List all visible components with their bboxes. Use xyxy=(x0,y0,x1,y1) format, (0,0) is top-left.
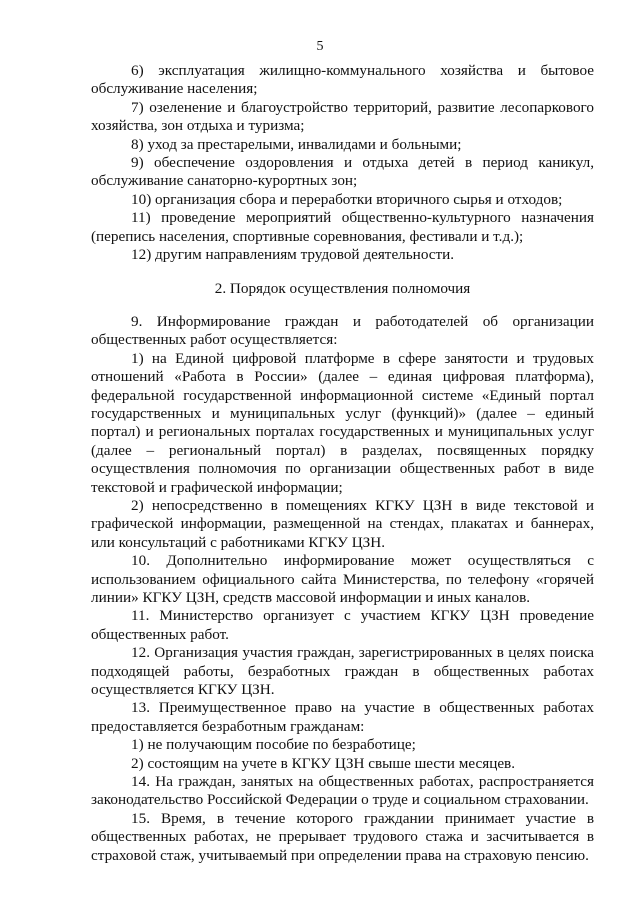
page-number: 5 xyxy=(316,39,324,54)
paragraph: 10. Дополнительно информирование может осуществляться с использованием официального сайта Министерства, по телефону «горячей линии» КГКУ ЦЗН, средств массовой информации и иных каналов. xyxy=(91,552,594,606)
section-body xyxy=(91,313,594,865)
paragraph: 2) состоящим на учете в КГКУ ЦЗН свыше шести месяцев. xyxy=(131,754,516,772)
list-item: 7) озеленение и благоустройство территорий, развитие лесопаркового хозяйства, зон отдыха и туризма; xyxy=(91,98,594,135)
paragraph: 9. Информирование граждан и работодателей об организации общественных работ осуществляется: xyxy=(91,312,594,349)
list-item: 12) другим направлениям трудовой деятельности. xyxy=(131,246,455,264)
paragraph: 14. На граждан, занятых на общественных работах, распространяется законодательство Российской Федерации о труде и социальном страховании. xyxy=(91,773,594,809)
paragraph: 12. Организация участия граждан, зарегистрированных в целях поиска подходящей работы, безработных граждан в общественных работах осуществляется КГКУ ЦЗН. xyxy=(91,644,594,698)
section-heading: 2. Порядок осуществления полномочия xyxy=(214,280,471,298)
paragraph: 2) непосредственно в помещениях КГКУ ЦЗН в виде текстовой и графической информации, размещенной на стендах, плакатах и баннерах, или консультаций с работниками КГКУ ЦЗН. xyxy=(91,496,594,551)
list-item: 10) организация сбора и переработки вторичного сырья и отходов; xyxy=(131,190,563,208)
paragraph: 1) не получающим пособие по безработице; xyxy=(131,736,416,754)
document-body xyxy=(91,62,594,865)
paragraph: 15. Время, в течение которого граждании принимает участие в общественных работах, не прерывает трудового стажа и засчитывается в страховой стаж, учитываемый при определении права на страховую пенсию. xyxy=(91,809,594,864)
list-item: 11) проведение мероприятий общественно-культурного назначения (перепись населения, спортивные соревнования, фестивали и т.д.); xyxy=(91,209,594,245)
list-continuation xyxy=(91,62,594,264)
paragraph: 11. Министерство организует с участием КГКУ ЦЗН проведение общественных работ. xyxy=(91,607,594,643)
paragraph: 1) на Единой цифровой платформе в сфере занятости и трудовых отношений «Работа в России» (далее – единая цифровая платформа), федеральной государственной информационной системе «Единый портал государственных и муниципальных услуг (функций)» (далее – единый портал) и региональных порталах государственных и муниципальных услуг (далее – региональный портал) в разделах, посвященных порядку осуществления полномочия по организации общественных работ в виде текстовой и графической информации; xyxy=(91,349,594,496)
list-item: 6) эксплуатация жилищно-коммунального хозяйства и бытовое обслуживание населения; xyxy=(91,62,594,98)
list-item: 8) уход за престарелыми, инвалидами и больными; xyxy=(131,135,462,153)
paragraph: 13. Преимущественное право на участие в общественных работах предоставляется безработным гражданам: xyxy=(91,699,594,735)
list-item: 9) обеспечение оздоровления и отдыха детей в период каникул, обслуживание санаторно-курортных зон; xyxy=(91,154,594,190)
